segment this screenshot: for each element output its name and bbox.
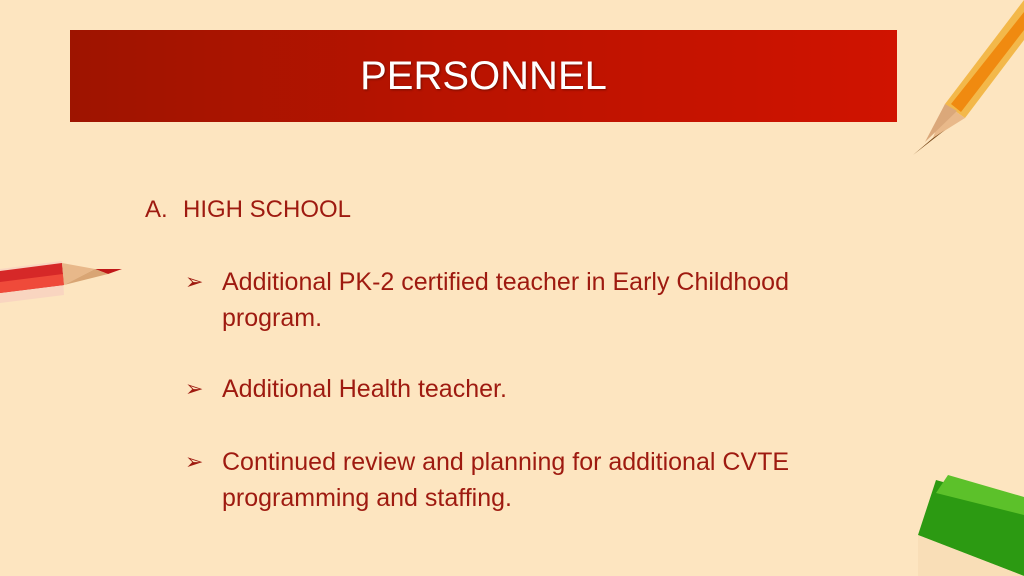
orange-pencil-icon [905,0,1024,160]
title-bar [70,30,897,122]
bullet-item [185,371,825,407]
bullet-text: Continued review and planning for additional CVTE programming and staffing. [222,448,790,512]
arrow-bullet-icon: ➢ [185,376,204,401]
section-label: HIGH SCHOOL [183,196,352,223]
arrow-bullet-icon: ➢ [185,269,204,294]
bullet-text: Additional Health teacher. [222,375,507,403]
bullet-text: Additional PK-2 certified teacher in Early Childhood program. [222,268,789,332]
section-marker: A. [145,196,168,223]
green-pencil-icon [918,475,1024,576]
red-pencil-icon [0,255,130,315]
slide-title: PERSONNEL [360,53,607,98]
bullet-item [185,444,825,516]
bullet-item [185,264,825,336]
arrow-bullet-icon: ➢ [185,449,204,474]
section-heading [145,196,351,224]
